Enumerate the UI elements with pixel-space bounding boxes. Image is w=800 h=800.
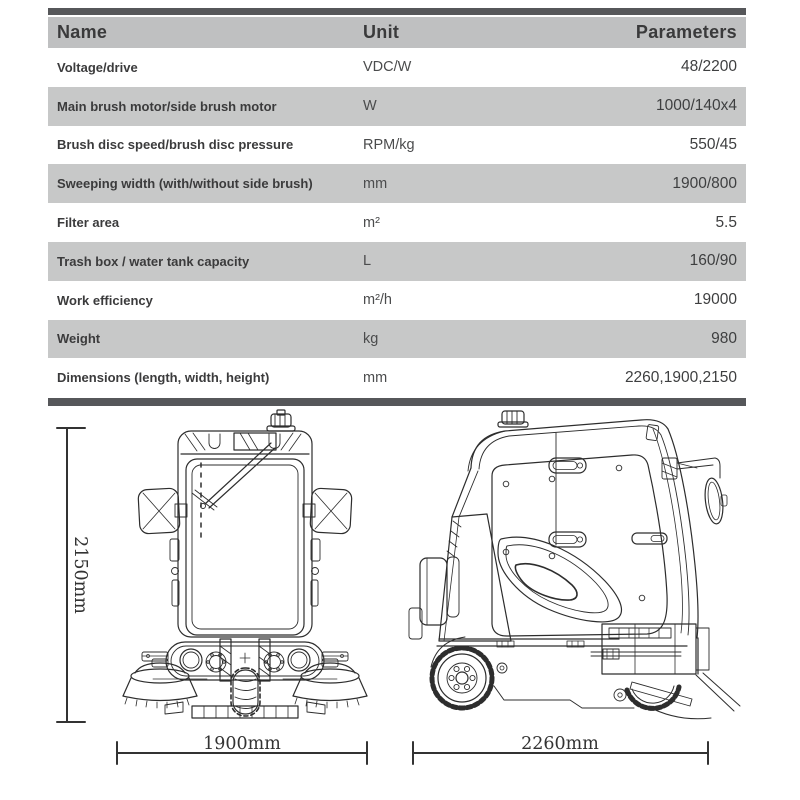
table-row xyxy=(48,87,746,126)
front-bumper xyxy=(142,639,348,681)
row-parameters: 160/90 xyxy=(689,252,737,270)
front-wheel-center xyxy=(231,668,260,716)
row-name: Brush disc speed/brush disc pressure xyxy=(57,137,294,153)
row-parameters: 550/45 xyxy=(689,135,737,153)
left-mirror xyxy=(138,488,187,534)
side-mirror xyxy=(662,458,727,525)
row-unit: mm xyxy=(363,369,388,386)
row-parameters: 1000/140x4 xyxy=(655,97,737,115)
row-unit: m² xyxy=(363,214,380,231)
header-parameters: Parameters xyxy=(635,22,737,42)
row-unit: W xyxy=(363,98,377,115)
row-name: Main brush motor/side brush motor xyxy=(57,98,277,114)
table-top-strip xyxy=(48,8,746,15)
height-dimension-label: 2150mm xyxy=(70,536,90,614)
table-header xyxy=(48,17,746,48)
row-parameters: 5.5 xyxy=(715,213,737,231)
header-unit: Unit xyxy=(363,22,400,42)
row-name: Work efficiency xyxy=(57,292,153,308)
led-light-right xyxy=(264,652,284,672)
length-dimension-label: 2260mm xyxy=(521,734,599,754)
row-unit: kg xyxy=(363,330,379,347)
row-parameters: 19000 xyxy=(693,291,737,309)
cab-door xyxy=(492,433,667,636)
row-name: Sweeping width (with/without side brush) xyxy=(57,176,313,192)
row-name: Voltage/drive xyxy=(57,59,138,75)
table-row xyxy=(48,48,746,87)
table-row xyxy=(48,203,746,242)
width-dimension-label: 1900mm xyxy=(203,734,281,754)
table-row xyxy=(48,358,746,397)
rear-wheel xyxy=(614,686,679,708)
row-parameters: 2260,1900,2150 xyxy=(624,368,737,386)
table-body xyxy=(48,48,746,397)
table-row xyxy=(48,281,746,320)
beacon-side xyxy=(498,411,528,427)
row-name: Dimensions (length, width, height) xyxy=(57,370,270,386)
front-view-drawing xyxy=(123,410,367,718)
row-unit: RPM/kg xyxy=(363,136,415,153)
table-row xyxy=(48,242,746,281)
row-parameters: 1900/800 xyxy=(672,174,737,192)
row-unit: L xyxy=(363,253,372,270)
door-hinge-bottom xyxy=(549,532,586,547)
row-unit: m²/h xyxy=(363,292,392,309)
technical-drawings xyxy=(35,405,765,795)
side-front-wheel xyxy=(432,648,492,708)
table-row xyxy=(48,126,746,165)
row-name: Filter area xyxy=(57,215,120,231)
row-parameters: 980 xyxy=(711,329,737,347)
led-light-left xyxy=(206,652,226,672)
row-unit: mm xyxy=(363,175,388,192)
side-view-drawing xyxy=(409,411,740,719)
sweeper-drawings-svg xyxy=(35,405,765,795)
row-unit: VDC/W xyxy=(363,59,412,76)
header-name: Name xyxy=(57,22,108,42)
row-name: Weight xyxy=(57,331,101,347)
rear-squeegee xyxy=(630,673,740,719)
table-row xyxy=(48,320,746,359)
spec-table xyxy=(48,8,746,406)
dimension-lines xyxy=(57,428,708,764)
right-mirror xyxy=(303,488,352,534)
beacon-front xyxy=(267,410,295,431)
row-name: Trash box / water tank capacity xyxy=(57,253,250,269)
wiper xyxy=(192,433,276,537)
table-row xyxy=(48,164,746,203)
row-parameters: 48/2200 xyxy=(680,58,737,76)
